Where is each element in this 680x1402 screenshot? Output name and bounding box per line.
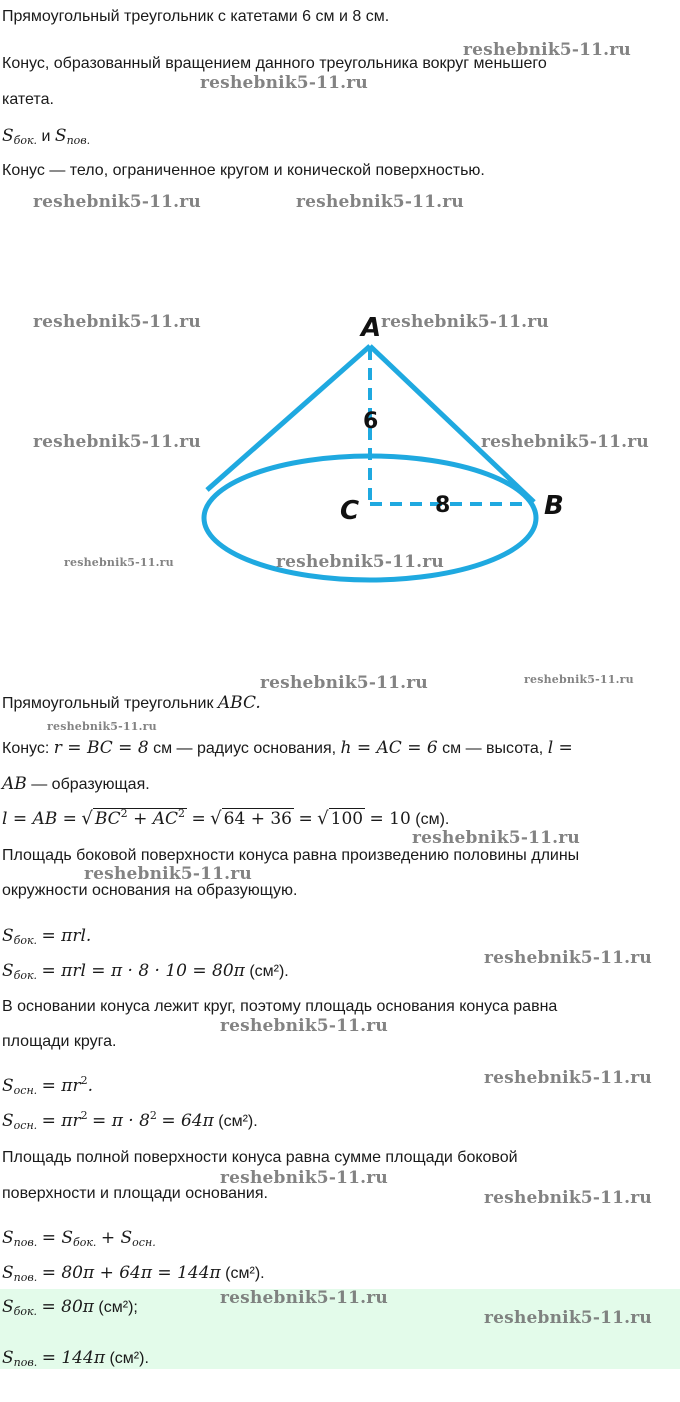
lateral-text-2-span: окружности основания на образующую. [2,882,298,899]
f4-sup-2: 2 [149,1109,157,1122]
sup-2: 2 [120,807,128,820]
f5-sub: пов. [13,1236,38,1249]
watermark: reshebnik5-11.ru [412,828,580,848]
watermark: reshebnik5-11.ru [33,312,201,332]
l-eq3: = [298,809,313,829]
f4-rhs-c: = 64π [161,1111,214,1131]
cone-r-text: см — радиус основания, [153,740,337,757]
a2-sub: пов. [13,1356,38,1369]
triangle-name: ABC. [217,693,261,713]
l-unit: (см). [415,811,450,828]
cone-text-1: Конус, образованный вращением данного треугольника вокруг меньшего [2,55,547,72]
cone-h-text: см — высота, [442,740,544,757]
watermark: reshebnik5-11.ru [260,673,428,693]
f4-unit: (см²). [218,1113,258,1130]
a2-rhs: = 144π [41,1348,105,1368]
f3-sup: 2 [80,1074,88,1087]
center-label: C [340,496,360,526]
f2-sub: бок. [13,969,38,982]
f4-sub: осн. [13,1119,38,1132]
f3-s: S [2,1076,14,1096]
l-eq2: = [191,809,206,829]
find-and: и [41,128,51,145]
watermark: reshebnik5-11.ru [220,1168,388,1188]
sqrt-1-b: + AC [133,809,179,829]
cone-params-line [2,737,674,760]
formula-base-2 [2,1110,674,1137]
cone-r: r = BC = 8 [53,738,149,758]
watermark: reshebnik5-11.ru [64,556,174,569]
f4-rhs-b: = π · 8 [92,1111,150,1131]
f5-plus: + S [100,1228,133,1248]
find-s1-sub: бок. [13,134,38,147]
cone-h: h = AC = 6 [340,738,438,758]
base-text-2-span: площади круга. [2,1033,117,1050]
f1-rhs: = πrl. [41,926,92,946]
definition-line [2,160,674,182]
height-label: 6 [363,409,379,434]
watermark: reshebnik5-11.ru [200,73,368,93]
sqrt-1 [93,808,187,829]
watermark: reshebnik5-11.ru [481,432,649,452]
watermark: reshebnik5-11.ru [524,673,634,686]
triangle-line [2,692,674,715]
f6-unit: (см²). [225,1265,265,1282]
cone-l: l = [547,738,573,758]
watermark: reshebnik5-11.ru [381,312,549,332]
watermark: reshebnik5-11.ru [484,948,652,968]
f4-sup-1: 2 [80,1109,88,1122]
watermark: reshebnik5-11.ru [33,432,201,452]
generatrix-ab-text: AB [2,774,27,794]
radius-label: 8 [435,493,451,518]
watermark: reshebnik5-11.ru [484,1188,652,1208]
find-s1: S [2,126,14,146]
sqrt-icon: √ [81,808,93,829]
watermark: reshebnik5-11.ru [484,1068,652,1088]
base-text-1 [2,996,674,1018]
l-left: l = AB = [2,809,77,829]
triangle-text: Прямоугольный треугольник [2,695,214,712]
generatrix-ab [370,346,534,502]
watermark: reshebnik5-11.ru [296,192,464,212]
sqrt-1-a: BC [94,809,121,829]
f2-rhs: = πrl = π · 8 · 10 = 80π [41,961,245,981]
f1-s: S [2,926,14,946]
watermark: reshebnik5-11.ru [220,1016,388,1036]
f2-unit: (см²). [249,963,289,980]
f5-sub3: осн. [132,1236,156,1249]
f1-sub: бок. [13,934,38,947]
watermark: reshebnik5-11.ru [484,1308,652,1328]
f4-rhs-a: = πr [41,1111,81,1131]
f5-eq: = S [41,1228,74,1248]
cone-figure [0,300,680,620]
a1-s: S [2,1297,14,1317]
find-s2-sub: пов. [66,134,91,147]
f6-rhs: = 80π + 64π = 144π [41,1263,221,1283]
watermark: reshebnik5-11.ru [276,552,444,572]
given-line [2,6,674,28]
given-text: Прямоугольный треугольник с катетами 6 см и 8 см. [2,8,390,25]
sqrt-icon: √ [210,808,222,829]
total-text-1-span: Площадь полной поверхности конуса равна сумме площади боковой [2,1149,518,1166]
edge-label: B [544,491,564,521]
generatrix-line [2,773,674,796]
a1-sub: бок. [13,1305,38,1318]
answer-line-2 [2,1347,674,1374]
f2-s: S [2,961,14,981]
cone-prefix: Конус: [2,740,50,757]
formula-total-2 [2,1262,674,1289]
f4-s: S [2,1111,14,1131]
cone-text-2: катета. [2,91,54,108]
a1-unit: (см²); [98,1299,138,1316]
f6-sub: пов. [13,1271,38,1284]
sqrt-2: 64 + 36 [223,809,292,829]
watermark: reshebnik5-11.ru [220,1288,388,1308]
a2-unit: (см²). [109,1350,149,1367]
sqrt-3: 100 [330,809,364,829]
generatrix-text: — образующая. [31,776,150,793]
find-line [2,125,674,152]
sup-2: 2 [178,807,186,820]
f5-sub2: бок. [73,1236,97,1249]
f5-s: S [2,1228,14,1248]
watermark: reshebnik5-11.ru [84,864,252,884]
a1-rhs: = 80π [41,1297,94,1317]
total-text-1 [2,1147,674,1169]
f3-sub: осн. [13,1084,38,1097]
base-text-1-span: В основании конуса лежит круг, поэтому площадь основания конуса равна [2,998,558,1015]
sqrt-icon: √ [317,808,329,829]
definition-text: Конус — тело, ограниченное кругом и конической поверхностью. [2,162,485,179]
watermark: reshebnik5-11.ru [47,720,157,733]
find-s2: S [54,126,67,146]
total-text-2-span: поверхности и площади основания. [2,1185,268,1202]
formula-total-1 [2,1227,674,1254]
f3-rhs-b: . [87,1076,93,1096]
watermark: reshebnik5-11.ru [33,192,201,212]
l-eq4: = 10 [369,809,411,829]
watermark: reshebnik5-11.ru [463,40,631,60]
apex-label: A [361,313,382,343]
f3-rhs-a: = πr [41,1076,81,1096]
generatrix-left [207,346,370,490]
f6-s: S [2,1263,14,1283]
a2-s: S [2,1348,14,1368]
lateral-text-1-span: Площадь боковой поверхности конуса равна произведению половины длины [2,847,580,864]
